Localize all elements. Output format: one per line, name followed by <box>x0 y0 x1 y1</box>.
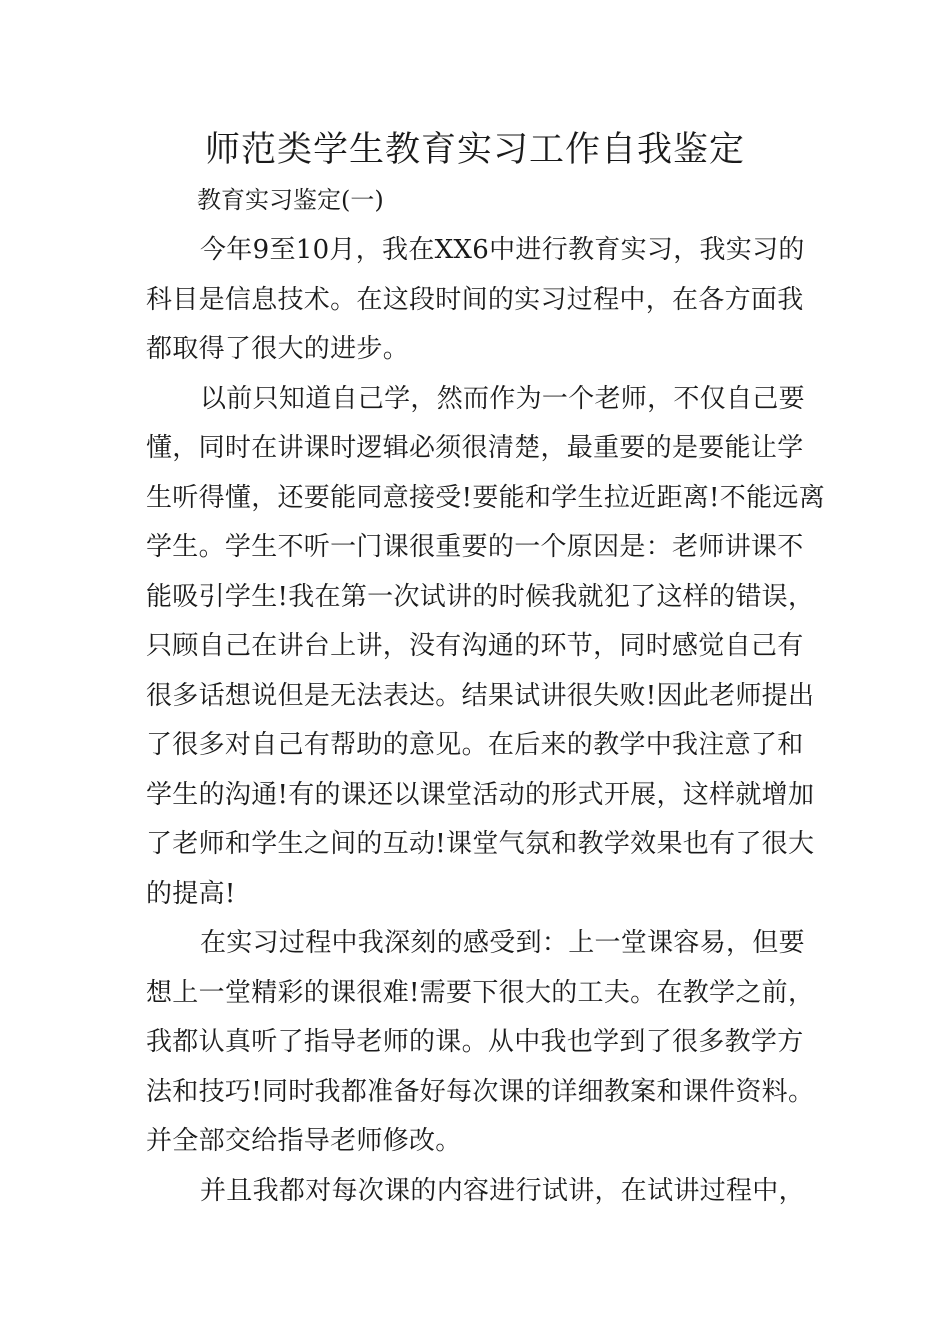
paragraph: 今年9至10月，我在XX6中进行教育实习，我实习的科目是信息技术。在这段时间的实习过程中，在各方面我都取得了很大的进步。 <box>146 235 805 364</box>
document-title: 师范类学生教育实习工作自我鉴定 <box>204 130 745 170</box>
paragraph: 并且我都对每次课的内容进行试讲，在试讲过程中， <box>200 1175 805 1206</box>
document-body <box>146 226 826 1216</box>
paragraph: 在实习过程中我深刻的感受到：上一堂课容易，但要想上一堂精彩的课很难!需要下很大的工夫。在教学之前，我都认真听了指导老师的课。从中我也学到了很多教学方法和技巧!同时我都准备好每次课的详细教案和课件资料。并全部交给指导老师修改。 <box>146 928 815 1156</box>
paragraph: 以前只知道自己学，然而作为一个老师，不仅自己要懂，同时在讲课时逻辑必须很清楚，最重要的是要能让学生听得懂，还要能同意接受!要能和学生拉近距离!不能远离学生。学生不听一门课很重要的一个原因是：老师讲课不能吸引学生!我在第一次试讲的时候我就犯了这样的错误，只顾自己在讲台上讲，没有沟通的环节，同时感觉自己有很多话想说但是无法表达。结果试讲很失败!因此老师提出了很多对自己有帮助的意见。在后来的教学中我注意了和学生的沟通!有的课还以课堂活动的形式开展，这样就增加了老师和学生之间的互动!课堂气氛和教学效果也有了很大的提高! <box>146 383 825 909</box>
section-subtitle: 教育实习鉴定(一) <box>197 186 384 214</box>
